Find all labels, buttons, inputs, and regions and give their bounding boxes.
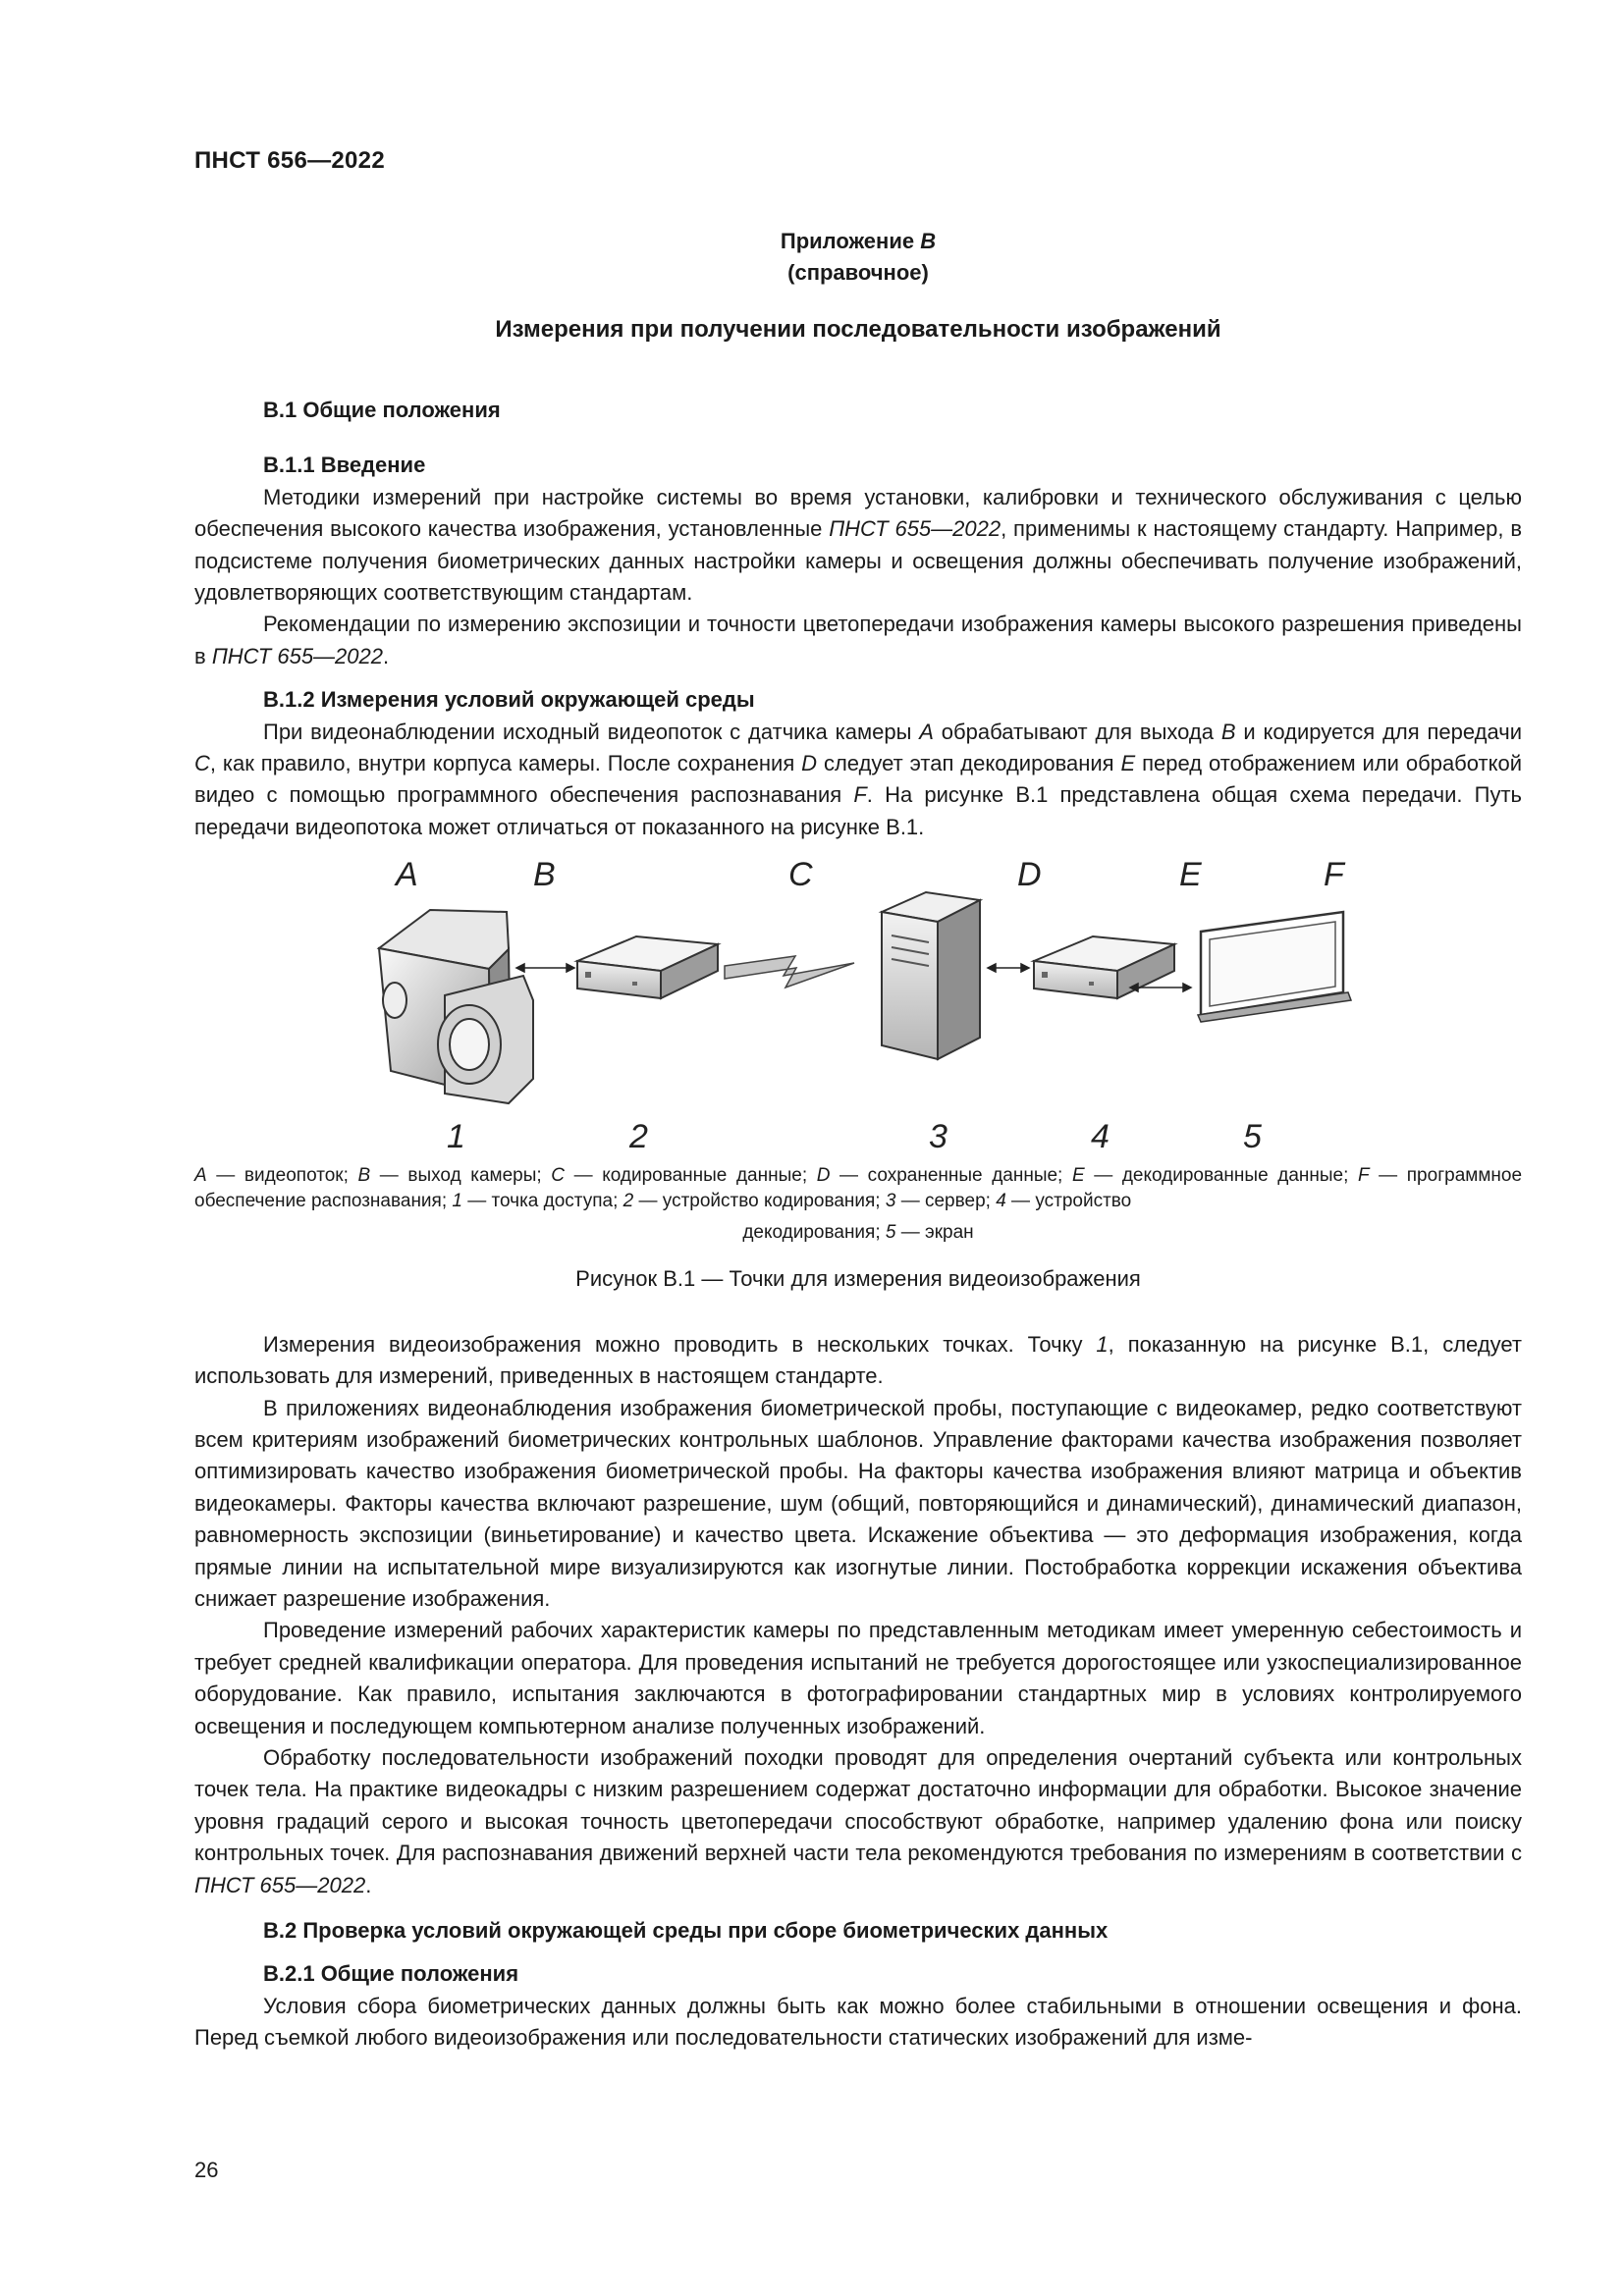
wireless-link-icon [725, 956, 854, 988]
paragraph: Проведение измерений рабочих характеристик камеры по представленным методикам имеет умеренную себестоимость и требует средней квалификации оператора. Для проведения испытаний не требуется дорогостоящее или узкоспециализированное оборудование. Как правило, испытания заключаются в фотографировании стандартных мир в условиях контролируемого освещения и последующем компьютерном анализе полученных изображений. [194, 1618, 1522, 1738]
label-F: F [1324, 856, 1344, 894]
document-page [194, 0, 1522, 2296]
camera-icon [379, 910, 533, 1103]
section-b12-heading: В.1.2 Измерения условий окружающей среды [263, 687, 755, 713]
label-C: C [788, 856, 813, 894]
document-body [194, 393, 1522, 2055]
appendix-type: (справочное) [787, 260, 929, 285]
appendix-label: Приложение В [780, 229, 937, 253]
label-1: 1 [447, 1118, 465, 1156]
label-2: 2 [629, 1118, 648, 1156]
label-B: B [533, 856, 556, 894]
paragraph: Обработку последовательности изображений походки проводят для определения очертаний субъекта или контрольных точек тела. На практике видеокадры с низким разрешением содержат достаточно информации для обработки. Высокое значение уровня градаций серого и высокая точность цветопередачи способствуют обработке, например удалению фона или поиску контрольных точек. Для распознавания движений верхней части тела рекомендуются требования по измерениям в соответствии с ПНСТ 655—2022. [194, 1744, 1522, 1897]
label-A: A [396, 856, 418, 894]
paragraph: В приложениях видеонаблюдения изображения биометрической пробы, поступающие с видеокамер, редко соответствуют всем критериям изображений биометрических контрольных шаблонов. Управление факторами качества изображения позволяет оптимизировать качество изображения биометрической пробы. На факторы качества изображения влияют матрица и объектив видеокамеры. Факторы качества включают разрешение, шум (общий, повторяющийся и динамический), динамический диапазон, равномерность экспозиции (виньетирование) и качество цвета. Искажение объектива — это деформация изображения, когда прямые линии на испытательной мире визуализируются как изогнутые линии. Постобработка коррекции искажения объектива снижает разрешение изображения. [194, 1395, 1522, 1611]
figure-b1 [194, 853, 1522, 1157]
section-b21-heading: В.2.1 Общие положения [263, 1961, 519, 1987]
appendix-title: Измерения при получении последовательности изображений [495, 316, 1221, 343]
figure-legend: A — видеопоток; B — выход камеры; C — кодированные данные; D — сохраненные данные; E — декодированные данные; F — программное обеспечение распознавания; 1 — точка доступа; 2 — устройство кодирования; 3 — сервер; 4 — устройство [194, 1165, 1523, 1212]
paragraph: Рекомендации по измерению экспозиции и точности цветопередачи изображения камеры высокого разрешения приведены в ПНСТ 655—2022. [194, 612, 1522, 668]
paragraph: Методики измерений при настройке системы во время установки, калибровки и технического обслуживания с целью обеспечения высокого качества изображения, установленные ПНСТ 655—2022, применимы к настоящему стандарту. Например, в подсистеме получения биометрических данных настройки камеры и освещения должны обеспечивать получение изображений, удовлетворяющих соответствующим стандартам. [194, 484, 1523, 606]
figure-caption: Рисунок В.1 — Точки для измерения видеоизображения [575, 1266, 1141, 1292]
screen-icon [1198, 912, 1351, 1022]
label-4: 4 [1091, 1118, 1110, 1156]
document-code-header: ПНСТ 656—2022 [194, 147, 385, 174]
server-icon [882, 892, 980, 1059]
paragraph: При видеонаблюдении исходный видеопоток с датчика камеры A обрабатывают для выхода B и кодируется для передачи C, как правило, внутри корпуса камеры. После сохранения D следует этап декодирования E перед отображением или обработкой видео с помощью программного обеспечения распознавания F. На рисунке В.1 представлена общая схема передачи. Путь передачи видеопотока может отличаться от показанного на рисунке В.1. [194, 719, 1523, 839]
appendix-heading [194, 226, 1522, 289]
arrow-3-4 [988, 964, 1029, 972]
encoder-device-icon [577, 936, 718, 998]
label-5: 5 [1243, 1118, 1262, 1156]
label-E: E [1179, 856, 1202, 894]
paragraph: Измерения видеоизображения можно проводить в нескольких точках. Точку 1, показанную на рисунке В.1, следует использовать для измерений, приведенных в настоящем стандарте. [194, 1331, 1522, 1389]
label-D: D [1017, 856, 1042, 894]
paragraph: Условия сбора биометрических данных должны быть как можно более стабильными в отношении освещения и фона. Перед съемкой любого видеоизображения или последовательности статических изображений для изме- [194, 1993, 1522, 2051]
decoder-device-icon [1034, 936, 1174, 998]
arrow-1-2 [516, 964, 574, 972]
figure-legend-last-line: декодирования; 5 — экран [742, 1222, 974, 1244]
label-3: 3 [929, 1118, 947, 1156]
section-b1-heading: В.1 Общие положения [263, 398, 501, 422]
section-b11-heading: В.1.1 Введение [263, 453, 426, 478]
section-b2-heading: В.2 Проверка условий окружающей среды при сборе биометрических данных [263, 1918, 1109, 1943]
page-number: 26 [194, 2158, 219, 2182]
transmission-diagram [194, 853, 1522, 1157]
